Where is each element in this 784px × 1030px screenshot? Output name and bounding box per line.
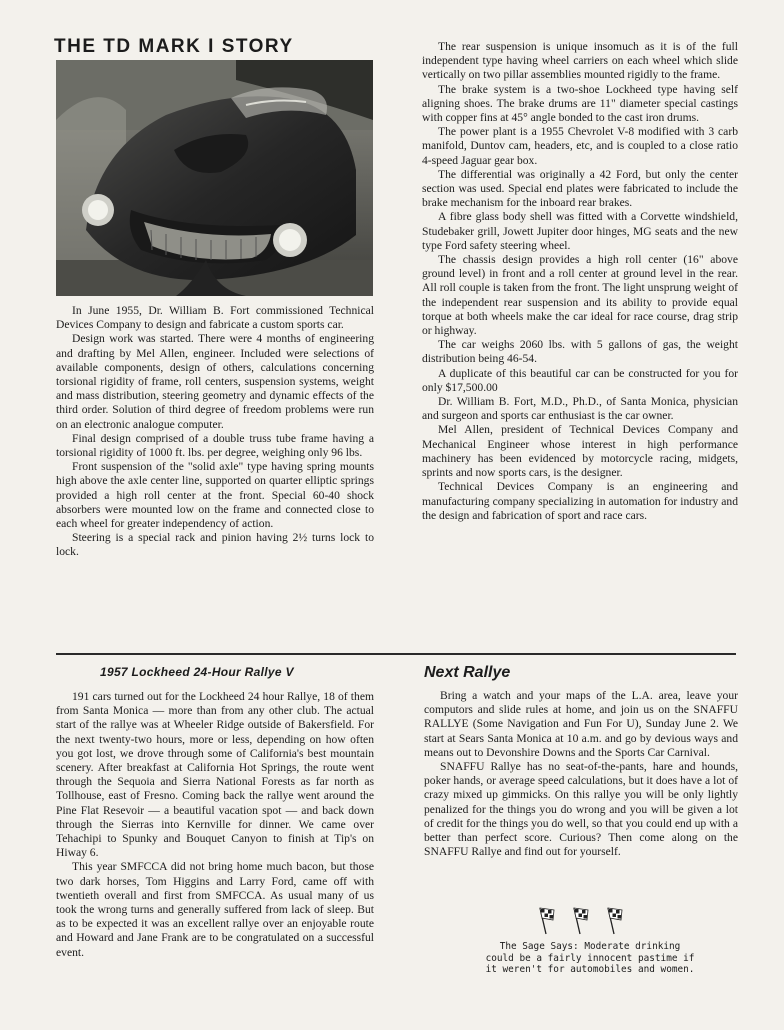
article-paragraph: The car weighs 2060 lbs. with 5 gallons of gas, the weight distribution being 46-54.	[422, 338, 738, 366]
article-left-column	[56, 304, 374, 560]
rallye-report-paragraph: 191 cars turned out for the Lockheed 24 hour Rallye, 18 of them from Santa Monica — more than from any other club. The actual start of the rallye was at Wheeler Ridge outside of Bakersfield. For the next twenty-two hours, more or less, depending on how often you got lost, we drove through some of California's best mountain scenery. After breakfast at California Hot Springs, the route went through the Sequoia and Sierra National Forests as far north as Tollhouse, east of Fresno. Coming back the rallye went around the Pine Flat Resevoir — a beautiful vacation spot — and back down through the Sierras into Kernville for dinner. We came over Tehachipi to Spunky and Bouquet Canyon to finish at Tip's on Hiway 6.	[56, 690, 374, 860]
sage-says-quote	[478, 941, 702, 976]
next-rallye-paragraph: SNAFFU Rallye has no seat-of-the-pants, hare and hounds, poker hands, or average speed calculations, but it does have a lot of crazy mixed up gimmicks. On this rallye you will be only lightly penalized for the things you do wrong and you will be given a lot of credit for the things you do well, so that you could end up with a better than perfect score. Curious? Then come along on the SNAFFU Rallye and find out for yourself.	[424, 760, 738, 859]
car-illustration	[56, 60, 373, 296]
article-paragraph: The differential was originally a 42 Ford, but only the center section was used. Special end plates were fabricated to include the brake mechanism for the inboard rear brakes.	[422, 167, 738, 210]
article-paragraph: In June 1955, Dr. William B. Fort commissioned Technical Devices Company to design and fabricate a custom sports car.	[56, 304, 374, 332]
article-paragraph: Steering is a special rack and pinion having 2½ turns lock to lock.	[56, 531, 374, 559]
article-paragraph: The power plant is a 1955 Chevrolet V-8 modified with 3 carb manifold, Duntov cam, headers, etc, and is coupled to a close ratio 4-speed Jaguar gear box.	[422, 125, 738, 167]
section-divider	[56, 653, 736, 655]
article-paragraph: The chassis design provides a high roll center (16" above ground level) in front and a roll center at ground level in the rear. All roll couple is taken from the front. The light unsprung weight of the independent rear suspension and its ability to provide equal torque at both wheels make the car ideal for race course, drag strip or highway.	[422, 253, 738, 338]
article-paragraph: A duplicate of this beautiful car can be constructed for you for only $17,500.00	[422, 366, 738, 394]
article-paragraph: Front suspension of the "solid axle" type having spring mounts high above the axle center line, supported on quarter elliptic springs provided a high roll center at the front. Special 60-40 shock absorbers were mounted low on the frame and connected close to each wheel for greater independency of action.	[56, 460, 374, 531]
article-paragraph: Technical Devices Company is an engineering and manufacturing company specializing in automation for industry and the design and fabrication of sport and race cars.	[422, 480, 738, 522]
article-paragraph: The brake system is a two-shoe Lockheed type having self aligning shoes. The brake drums are 11" diameter special castings with copper fins at 45° angle bonded to the cast iron drums.	[422, 82, 738, 125]
sage-line: could be a fairly innocent pastime if	[485, 952, 695, 964]
article-paragraph: A fibre glass body shell was fitted with a Corvette windshield, Studebaker grill, Jowett Jupiter door hinges, MG seats and the new type Ford safety steering wheel.	[422, 210, 738, 252]
next-rallye-heading: Next Rallye	[424, 664, 511, 681]
next-rallye-column	[424, 689, 738, 859]
rallye-report-paragraph: This year SMFCCA did not bring home much bacon, but those two dark horses, Tom Higgins and Larry Ford, came off with twentieth overall and first from SMFCCA. As usual many of us took the wrong turns and generally suffered from lack of sleep. But as to be expected it was an excellent rallye over an enjoyable route and Howard and Jane Frank are to be congratulated on a successful event.	[56, 860, 374, 959]
article-title: THE TD MARK I STORY	[54, 36, 294, 57]
checkered-flags	[536, 906, 636, 936]
checkered-flag-icon	[536, 906, 636, 936]
article-paragraph: Design work was started. There were 4 months of engineering and drafting by Mel Allen, engineer. Included were selections of available components, design of others, calculations concerning torsional rigidity of frame, roll centers, suspension systems, weight and mass distribution, steering geometry and dynamic effects of the third order. Solution of third degree of freedom problems were run on an electronic analogue computer.	[56, 332, 374, 431]
article-paragraph: Dr. William B. Fort, M.D., Ph.D., of Santa Monica, physician and surgeon and sports car enthusiast is the car owner.	[422, 395, 738, 423]
article-right-column	[422, 40, 738, 523]
article-paragraph: The rear suspension is unique insomuch as it is of the full independent type having wheel carriers on each wheel which slide vertically on two pillar assemblies mounted rigidly to the frame.	[422, 40, 738, 82]
sage-line: it weren't for automobiles and women.	[485, 964, 695, 976]
rallye-report-column	[56, 690, 374, 960]
sage-line: The Sage Says: Moderate drinking	[499, 941, 681, 952]
next-rallye-paragraph: Bring a watch and your maps of the L.A. area, leave your computors and slide rules at home, and join us on the SNAFFU RALLYE (Some Navigation and Fun For U), Sunday June 2. We start at Sears Santa Monica at 10 a.m. and go by devious ways and means out to Devonshire Downs and the Sports Car Carnival.	[424, 689, 738, 759]
sports-car-photo	[56, 60, 373, 296]
rallye-report-heading: 1957 Lockheed 24-Hour Rallye V	[100, 665, 294, 679]
article-paragraph: Final design comprised of a double truss tube frame having a torsional rigidity of 1000 ft. lbs. per degree, weighing only 96 lbs.	[56, 431, 374, 460]
article-paragraph: Mel Allen, president of Technical Devices Company and Mechanical Engineer whose interest in high performance machinery has been evidenced by motorcycle racing, midgets, sprints and now sports cars, is the designer.	[422, 423, 738, 480]
